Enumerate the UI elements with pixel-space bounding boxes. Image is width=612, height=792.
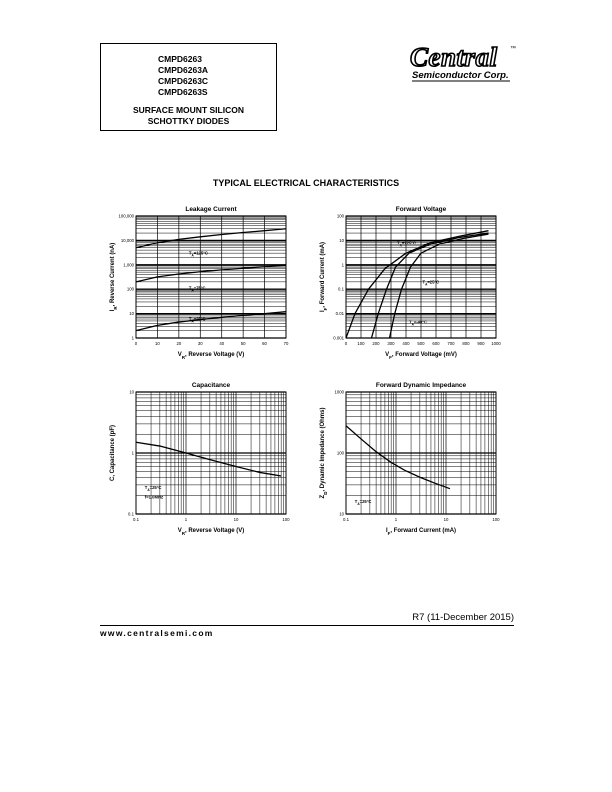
capacitance-chart [100,376,300,541]
x-axis-label: $V_F$, Forward Voltage (mV) [385,352,457,360]
y-tick-label: 1000 [334,389,344,395]
x-tick-label: 700 [447,341,455,346]
series-line [136,229,286,248]
x-tick-label: 1000 [491,341,501,346]
chart-title: Forward Voltage [395,206,447,213]
x-tick-label: 100 [282,517,290,522]
y-tick-label: 1 [341,262,344,268]
chart-grid [346,392,496,514]
y-tick-label: 1 [131,450,134,456]
curve-annotation: $T_A=125^\circ C$ [188,250,208,258]
curve-annotation: $T_A=25^\circ C$ [422,279,440,287]
y-tick-label: 100 [336,213,344,219]
section-title: TYPICAL ELECTRICAL CHARACTERISTICS [212,178,400,188]
x-tick-label: 1 [184,517,188,522]
x-tick-label: 300 [387,341,395,346]
x-axis-label: $V_R$, Reverse Voltage (V) [177,528,245,536]
curve-annotation: $T_A=25^\circ C$ [354,499,372,507]
x-tick-label: 0 [134,341,138,346]
x-tick-label: 800 [462,341,470,346]
x-axis-label: $V_R$, Reverse Voltage (V) [177,352,245,360]
central-logo [406,40,518,85]
y-tick-label: 100 [126,286,134,292]
y-axis-label: $I_F$, Forward Current (mA) [320,241,328,313]
x-tick-label: 70 [283,341,289,346]
x-tick-label: 1 [394,517,398,522]
y-tick-label: 10 [339,511,344,517]
y-tick-label: 1 [131,335,134,341]
chart-title: Forward Dynamic Impedance [375,382,467,389]
footer-divider [100,625,514,626]
y-tick-label: 10 [339,237,344,243]
revision-label: R7 (11-December 2015) [412,612,514,623]
x-tick-label: 200 [372,341,380,346]
curve-annotation: $T_A=75^\circ C$ [188,285,206,293]
x-tick-label: 100 [357,341,365,346]
part-number: CMPD6263S [158,87,208,97]
x-tick-label: 40 [219,341,225,346]
y-tick-label: 100,000 [118,213,134,219]
part-number-list [101,54,276,98]
y-tick-label: 10 [129,311,134,317]
curve-annotation: $T_A=25^\circ C$ [144,485,162,493]
device-description [101,105,276,127]
x-tick-label: 60 [262,341,267,346]
logo-tagline: Semiconductor Corp. [412,70,509,81]
y-tick-label: 0.1 [338,286,344,292]
x-tick-label: 20 [176,341,182,346]
x-tick-label: 400 [402,341,410,346]
y-tick-label: 0.01 [335,311,344,317]
x-tick-label: 10 [155,341,160,346]
part-number: CMPD6263C [158,76,209,86]
part-number: CMPD6263A [158,65,209,75]
x-tick-label: 500 [417,341,425,346]
chart-svg [100,376,300,541]
x-tick-label: 0.1 [343,517,349,522]
y-tick-label: 0.001 [333,335,344,341]
curve-annotation: $T_A=-40^\circ C$ [409,319,428,327]
y-axis-label: $I_R$, Reverse Current (nA) [110,242,118,312]
x-tick-label: 900 [477,341,485,346]
x-tick-label: 0.1 [133,517,139,522]
y-tick-label: 1,000 [123,262,134,268]
part-number: CMPD6263 [158,54,202,64]
y-tick-label: 10 [129,389,134,395]
curve-annotation: $T_A=125^\circ C$ [397,240,416,248]
x-tick-label: 100 [492,517,500,522]
x-tick-label: 0 [344,341,348,346]
chart-title: Leakage Current [185,206,237,213]
y-axis-label: C, Capacitance (pF) [110,424,116,482]
x-tick-label: 10 [443,517,449,522]
series-line [390,234,489,338]
y-tick-label: 100 [336,450,344,456]
logo-trademark: ™ [510,46,516,52]
chart-svg [310,376,510,541]
series-line [136,265,286,282]
x-tick-label: 600 [432,341,440,346]
description-line: SURFACE MOUNT SILICON [133,105,244,115]
y-tick-label: 0.1 [128,511,134,517]
part-number-box [100,43,277,131]
x-tick-label: 50 [240,341,246,346]
forward-voltage-chart [310,200,510,365]
chart-title: Capacitance [191,382,231,389]
series-line [346,426,450,489]
description-line: SCHOTTKY DIODES [147,116,230,126]
y-axis-label: $Z_D$, Dynamic Impedance (Ohms) [320,407,328,499]
logo-name: Central [410,42,498,72]
curve-annotation: $T_A=25^\circ C$ [188,316,206,324]
x-tick-label: 10 [233,517,239,522]
x-axis-label: $I_F$, Forward Current (mA) [385,528,457,536]
curve-annotation: f=1.0MHz [144,494,164,500]
chart-svg [310,200,510,365]
leakage-current-chart [100,200,300,365]
website-link[interactable]: www.centralsemi.com [100,628,214,638]
y-tick-label: 10,000 [120,237,134,243]
chart-svg [100,200,300,365]
dynamic-impedance-chart [310,376,510,541]
x-tick-label: 30 [197,341,203,346]
